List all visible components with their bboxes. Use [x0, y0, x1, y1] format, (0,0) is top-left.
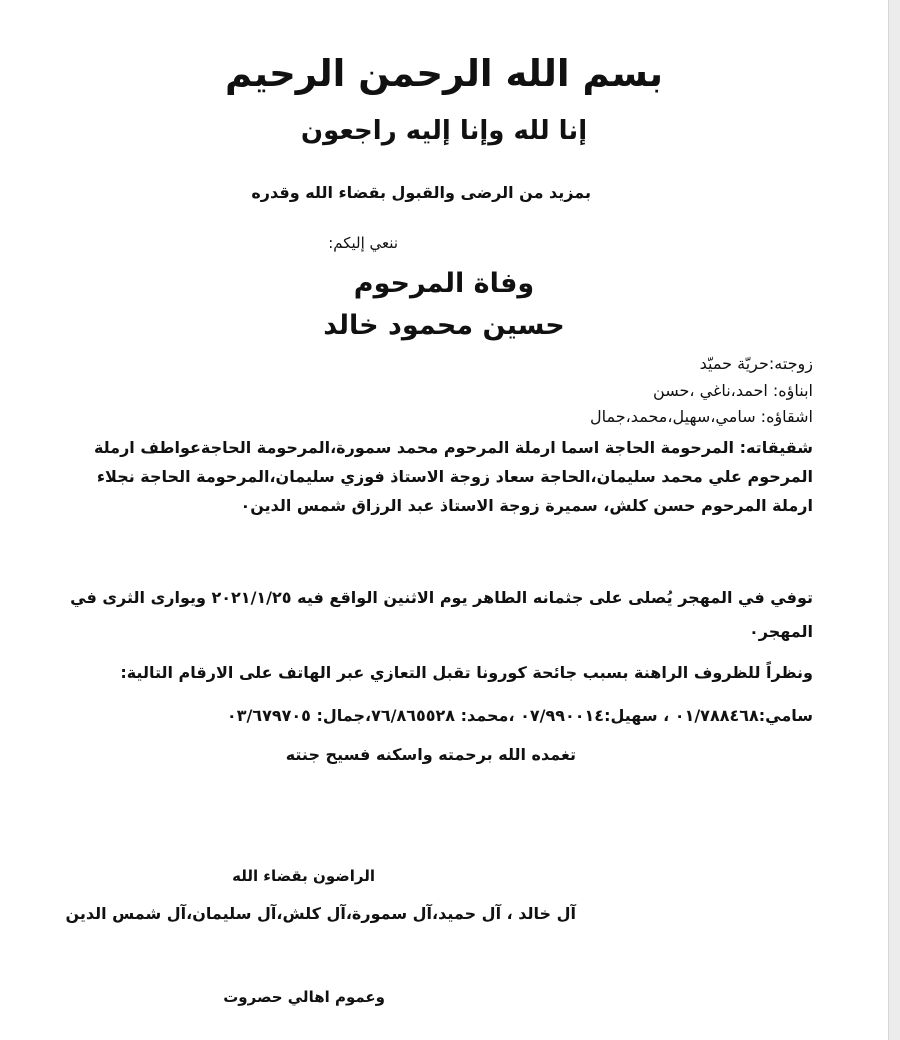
- sisters-paragraph: شقيقاته: المرحومة الحاجة اسما ارملة المرحوم محمد سمورة،المرحومة الحاجةعواطف ارملة المرحوم علي محمد سليمان،الحاجة سعاد زوجة الاستاذ فوزي سليمان،المرحومة الحاجة نجلاء ارملة المرحوم حسن كلش، سميرة زوجة الاستاذ عبد الرزاق شمس الدين٠: [93, 438, 813, 515]
- prayer-line: تغمده الله برحمته واسكنه فسيح جنته: [285, 745, 576, 764]
- wife-line: زوجته:حريّة حميّد: [699, 354, 813, 373]
- sons-line: ابناؤه: احمد،ناغي ،حسن: [653, 381, 813, 400]
- phone-numbers-line: سامي:٠١/٧٨٨٤٦٨ ، سهيل:٠٧/٩٩٠٠١٤ ،محمد: ٧٦/٨٦٥٥٢٨،جمال: ٠٣/٦٧٩٧٠٥: [226, 706, 813, 725]
- village-people-line: وعموم اهالي حصروت: [223, 988, 385, 1006]
- obituary-title: وفاة المرحوم: [353, 268, 535, 299]
- funeral-paragraph: توفي في المهجر يُصلى على جثمانه الطاهر يوم الاثنين الواقع فيه ٢٠٢١/١/٢٥ ويوارى الثرى في المهجر٠: [70, 588, 813, 641]
- basmala-heading: بسم الله الرحمن الرحيم: [224, 52, 664, 95]
- condolence-notice: ونظراً للظروف الراهنة بسبب جائحة كورونا تقبل التعازي عبر الهاتف على الارقام التالية:: [120, 663, 813, 682]
- families-line: آل خالد ، آل حميد،آل سمورة،آل كلش،آل سليمان،آل شمس الدين: [65, 904, 576, 923]
- brothers-line: اشقاؤه: سامي،سهيل،محمد،جمال: [590, 407, 813, 426]
- deceased-name: حسين محمود خالد: [323, 310, 565, 341]
- page-edge-strip: [888, 0, 900, 1040]
- signature-heading: الراضون بقضاء الله: [232, 867, 375, 885]
- intro-line: بمزيد من الرضى والقبول بقضاء الله وقدره: [251, 183, 591, 202]
- istirja-heading: إنا لله وإنا إليه راجعون: [300, 116, 588, 146]
- announce-line: ننعي إليكم:: [328, 234, 398, 252]
